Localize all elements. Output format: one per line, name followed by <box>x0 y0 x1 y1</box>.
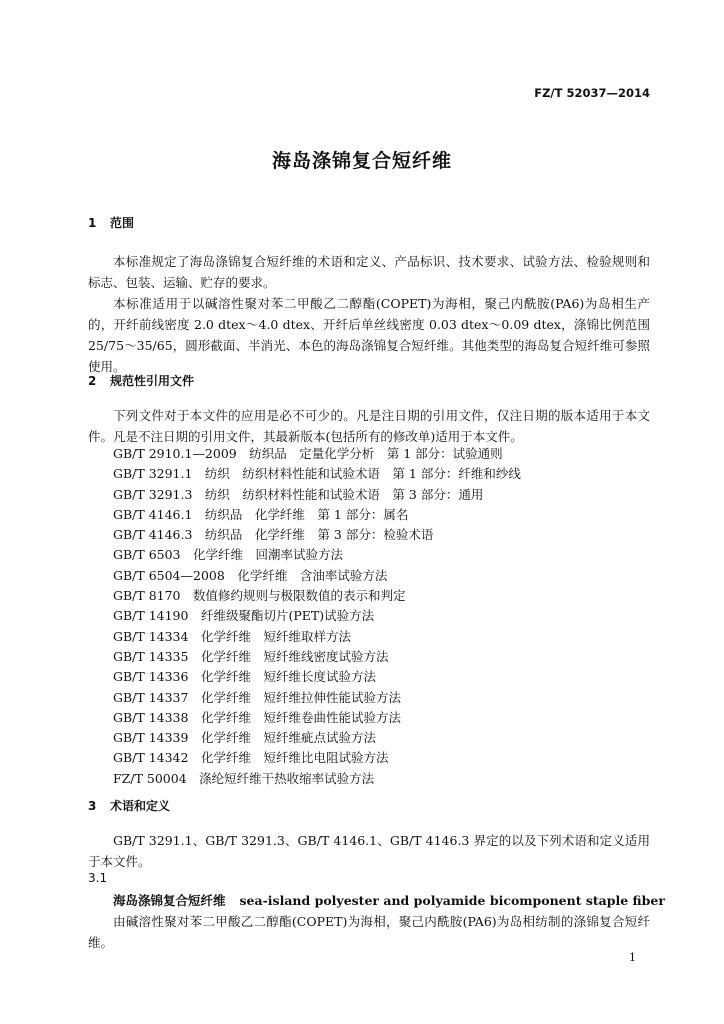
paragraph: 本标准规定了海岛涤锦复合短纤维的术语和定义、产品标识、技术要求、试验方法、检验规则和标志、包装、运输、贮存的要求。 <box>88 254 650 290</box>
reference-item: GB/T 14190 纤维级聚酯切片(PET)试验方法 <box>113 608 375 624</box>
reference-item: GB/T 14336 化学纤维 短纤维长度试验方法 <box>113 669 376 685</box>
standard-code: FZ/T 52037—2014 <box>534 86 650 100</box>
section-2-heading <box>88 372 194 389</box>
reference-item: GB/T 3291.3 纺织 纺织材料性能和试验术语 第 3 部分：通用 <box>113 486 484 502</box>
reference-item: GB/T 6504—2008 化学纤维 含油率试验方法 <box>113 567 388 583</box>
page-number: 1 <box>629 951 636 964</box>
section-1-heading <box>88 214 134 231</box>
reference-item: GB/T 14334 化学纤维 短纤维取样方法 <box>113 628 351 644</box>
normative-reference-list <box>113 444 521 789</box>
paragraph: 下列文件对于本文件的应用是必不可少的。凡是注日期的引用文件，仅注日期的版本适用于本文件。凡是不注日期的引用文件，其最新版本(包括所有的修改单)适用于本文件。 <box>88 408 650 444</box>
reference-item: GB/T 4146.3 纺织品 化学纤维 第 3 部分：检验术语 <box>113 527 434 543</box>
term-chinese: 海岛涤锦复合短纤维 <box>113 893 226 908</box>
reference-item: GB/T 14335 化学纤维 短纤维线密度试验方法 <box>113 648 389 664</box>
document-title: 海岛涤锦复合短纤维 <box>271 150 452 172</box>
term-entry <box>113 891 665 911</box>
section-number: 1 <box>88 216 97 230</box>
reference-item: GB/T 8170 数值修约规则与极限数值的表示和判定 <box>113 588 406 604</box>
reference-item: GB/T 3291.1 纺织 纺织材料性能和试验术语 第 1 部分：纤维和纱线 <box>113 466 521 482</box>
reference-item: FZ/T 50004 涤纶短纤维干热收缩率试验方法 <box>113 770 375 786</box>
paragraph: 本标准适用于以碱溶性聚对苯二甲酸乙二醇酯(COPET)为海相，聚己内酰胺(PA6)为岛相生产的，开纤前线密度 2.0 dtex～4.0 dtex、开纤后单丝线密度 0.03 dtex～0.09 dtex，涤锦比例范围 25/75～35/65，圆形截面、半消光、本色的海岛涤锦复合短纤维。其他类型的海岛复合短纤维可参照使用。 <box>88 296 650 374</box>
section-number: 2 <box>88 374 97 388</box>
reference-item: GB/T 2910.1—2009 纺织品 定量化学分析 第 1 部分：试验通则 <box>113 446 503 461</box>
paragraph: GB/T 3291.1、GB/T 3291.3、GB/T 4146.1、GB/T 4146.3 界定的以及下列术语和定义适用于本文件。 <box>88 833 650 869</box>
reference-item: GB/T 14338 化学纤维 短纤维卷曲性能试验方法 <box>113 709 401 725</box>
term-definition: 由碱溶性聚对苯二甲酸乙二醇酯(COPET)为海相，聚己内酰胺(PA6)为岛相纺制的涤锦复合短纤维。 <box>88 914 650 950</box>
section-title: 术语和定义 <box>110 799 171 813</box>
reference-item: GB/T 14337 化学纤维 短纤维拉伸性能试验方法 <box>113 689 401 705</box>
section-title: 规范性引用文件 <box>110 374 195 388</box>
section-3-heading <box>88 797 170 814</box>
section-title: 范围 <box>110 216 135 230</box>
reference-item: GB/T 4146.1 纺织品 化学纤维 第 1 部分：属名 <box>113 506 409 522</box>
reference-item: GB/T 6503 化学纤维 回潮率试验方法 <box>113 547 344 563</box>
section-number: 3 <box>88 799 97 813</box>
reference-item: GB/T 14339 化学纤维 短纤维疵点试验方法 <box>113 730 376 746</box>
reference-item: GB/T 14342 化学纤维 短纤维比电阻试验方法 <box>113 750 389 766</box>
term-english: sea-island polyester and polyamide bicomponent staple fiber <box>239 893 665 908</box>
clause-number: 3.1 <box>88 871 108 885</box>
